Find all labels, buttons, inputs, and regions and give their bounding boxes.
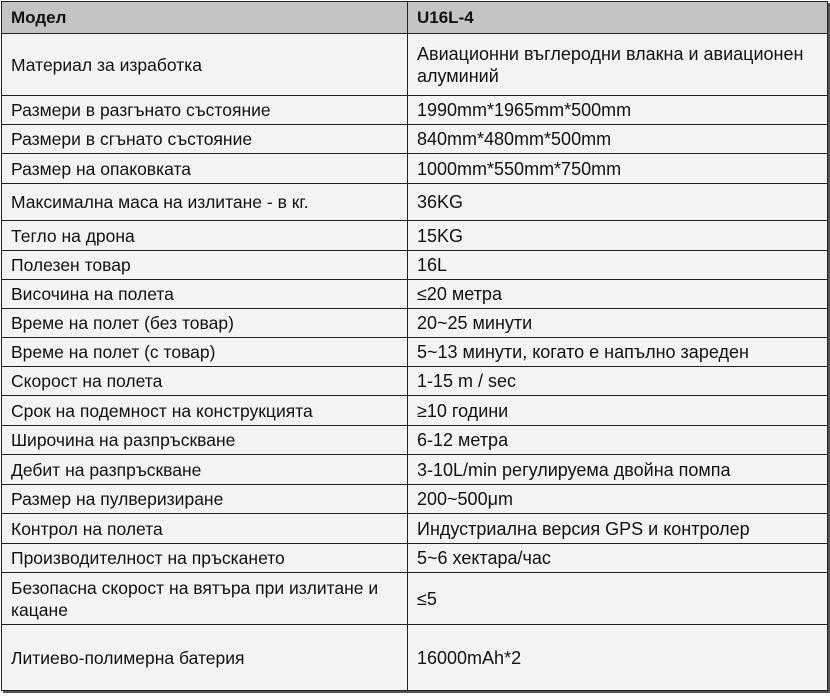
spec-value: ≤5 [408, 573, 828, 625]
spec-label: Безопасна скорост на вятъра при излитане и кацане [2, 573, 408, 625]
table-row [2, 125, 828, 154]
table-row [2, 280, 828, 309]
spec-label: Литиево-полимерна батерия [2, 625, 408, 691]
table-row [2, 485, 828, 514]
spec-value: 20~25 минути [408, 309, 828, 338]
spec-label: Срок на подемност на конструкцията [2, 396, 408, 426]
table-row [2, 309, 828, 338]
spec-label: Скорост на полета [2, 367, 408, 396]
table-row [2, 625, 828, 691]
spec-label: Широчина на разпръскване [2, 426, 408, 455]
spec-value: 1-15 m / sec [408, 367, 828, 396]
header-value: U16L-4 [408, 2, 828, 34]
table-row [2, 396, 828, 426]
spec-value: ≤20 метра [408, 280, 828, 309]
spec-value: 36KG [408, 184, 828, 221]
spec-value: Индустриална версия GPS и контролер [408, 514, 828, 544]
spec-label: Производителност на пръскането [2, 544, 408, 573]
table-header-row [2, 2, 828, 34]
table-row [2, 184, 828, 221]
spec-value: 15KG [408, 221, 828, 251]
table-row [2, 514, 828, 544]
spec-value: 1000mm*550mm*750mm [408, 154, 828, 184]
spec-label: Размери в разгънато състояние [2, 96, 408, 125]
spec-label: Размери в сгънато състояние [2, 125, 408, 154]
table-row [2, 96, 828, 125]
spec-value: 16000mAh*2 [408, 625, 828, 691]
spec-value: 840mm*480mm*500mm [408, 125, 828, 154]
spec-label: Материал за изработка [2, 34, 408, 96]
table-row [2, 573, 828, 625]
spec-label: Височина на полета [2, 280, 408, 309]
spec-label: Максимална маса на излитане - в кг. [2, 184, 408, 221]
spec-label: Полезен товар [2, 251, 408, 280]
spec-table [1, 1, 828, 691]
table-row [2, 251, 828, 280]
table-row [2, 367, 828, 396]
table-row [2, 221, 828, 251]
table-row [2, 455, 828, 485]
table-row [2, 154, 828, 184]
spec-label: Време на полет (с товар) [2, 338, 408, 367]
spec-label: Време на полет (без товар) [2, 309, 408, 338]
spec-label: Тегло на дрона [2, 221, 408, 251]
spec-value: ≥10 години [408, 396, 828, 426]
spec-value: 6-12 метра [408, 426, 828, 455]
spec-value: 1990mm*1965mm*500mm [408, 96, 828, 125]
spec-value: 16L [408, 251, 828, 280]
spec-label: Размер на опаковката [2, 154, 408, 184]
table-row [2, 338, 828, 367]
spec-value: 5~6 хектара/час [408, 544, 828, 573]
header-label: Модел [2, 2, 408, 34]
spec-value: 5~13 минути, когато е напълно зареден [408, 338, 828, 367]
table-row [2, 544, 828, 573]
spec-label: Контрол на полета [2, 514, 408, 544]
spec-value: Авиационни въглеродни влакна и авиационен алуминий [408, 34, 828, 96]
spec-value: 200~500μm [408, 485, 828, 514]
spec-value: 3-10L/min регулируема двойна помпа [408, 455, 828, 485]
spec-label: Дебит на разпръскване [2, 455, 408, 485]
spec-label: Размер на пулверизиране [2, 485, 408, 514]
table-row [2, 426, 828, 455]
table-row [2, 34, 828, 96]
table-body [2, 34, 828, 691]
